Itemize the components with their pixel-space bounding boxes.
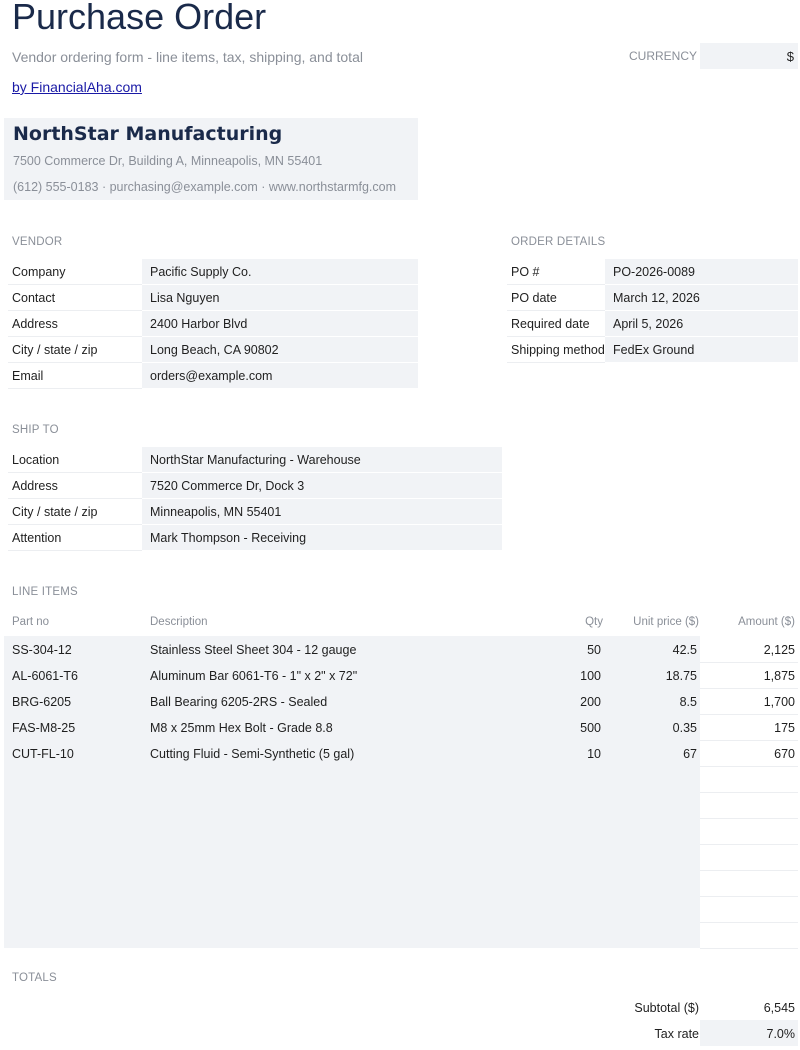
empty-row-divider [700,844,798,845]
ship_to-row-label: Attention [12,531,62,545]
vendor-row-value[interactable]: 2400 Harbor Blvd [142,311,418,336]
vendor-row-value[interactable]: Pacific Supply Co. [142,259,418,284]
column-header-unit-price: Unit price ($) [633,616,699,628]
row-divider [507,362,605,363]
vendor-row-label: Company [12,265,66,279]
line-item-amount[interactable]: 175 [774,721,795,735]
order_details-row [503,337,798,363]
order_details-row-label: Required date [511,317,590,331]
line-item-qty[interactable]: 200 [580,695,601,709]
row-divider [8,550,142,551]
vendor-row [4,363,418,389]
vendor-row-label: Address [12,317,58,331]
line-item-row[interactable] [4,663,798,689]
byline-link[interactable]: by FinancialAha.com [12,79,142,95]
order_details-row-label: PO date [511,291,557,305]
line-item-unit-price[interactable]: 0.35 [672,721,697,735]
empty-row-divider [700,896,798,897]
order_details-row-value[interactable]: FedEx Ground [605,337,798,362]
line-item-amount[interactable]: 2,125 [763,643,795,657]
line-item-amount[interactable]: 1,700 [763,695,795,709]
company-address: 7500 Commerce Dr, Building A, Minneapolis, MN 55401 [13,154,323,168]
empty-row-divider [700,922,798,923]
line-item-unit-price[interactable]: 8.5 [679,695,697,709]
ship_to-row-value[interactable]: 7520 Commerce Dr, Dock 3 [142,473,502,498]
vendor-row [4,311,418,337]
company-contact: (612) 555-0183 · purchasing@example.com · www.northstarmfg.com [13,180,396,194]
vendor-row [4,337,418,363]
order_details-row [503,285,798,311]
line-item-amount[interactable]: 1,875 [763,669,795,683]
ship_to-row-value[interactable]: Mark Thompson - Receiving [142,525,502,550]
order-details-heading: ORDER DETAILS [511,236,606,248]
line-item-row[interactable] [4,689,798,715]
line-item-description[interactable]: Stainless Steel Sheet 304 - 12 gauge [150,643,357,657]
line-item-description[interactable]: Cutting Fluid - Semi-Synthetic (5 gal) [150,747,355,761]
order_details-row [503,311,798,337]
order_details-row-label: Shipping method [511,343,605,357]
ship-to-heading: SHIP TO [12,424,59,436]
empty-row-divider [700,948,798,949]
line-item-description[interactable]: M8 x 25mm Hex Bolt - Grade 8.8 [150,721,333,735]
line-item-part-no[interactable]: SS-304-12 [12,643,72,657]
vendor-row [4,285,418,311]
vendor-row-label: Email [12,369,44,383]
line-item-unit-price[interactable]: 67 [683,747,697,761]
line-item-qty[interactable]: 50 [587,643,601,657]
line-item-unit-price[interactable]: 18.75 [665,669,697,683]
vendor-row-value[interactable]: orders@example.com [142,363,418,388]
line-items-heading: LINE ITEMS [12,586,78,598]
line-item-amount[interactable]: 670 [774,747,795,761]
vendor-row-value[interactable]: Lisa Nguyen [142,285,418,310]
line-item-qty[interactable]: 100 [580,669,601,683]
subtotal-label: Subtotal ($) [634,1001,699,1015]
vendor-row-value[interactable]: Long Beach, CA 90802 [142,337,418,362]
line-item-part-no[interactable]: FAS-M8-25 [12,721,76,735]
vendor-row-label: City / state / zip [12,343,98,357]
line-item-row[interactable] [4,715,798,741]
order_details-row-value[interactable]: PO-2026-0089 [605,259,798,284]
tax-rate-label: Tax rate [654,1027,699,1041]
empty-row-divider [700,870,798,871]
ship_to-row-value[interactable]: NorthStar Manufacturing - Warehouse [142,447,502,472]
empty-row-divider [700,818,798,819]
ship_to-row-label: City / state / zip [12,505,98,519]
order_details-row-value[interactable]: April 5, 2026 [605,311,798,336]
line-item-part-no[interactable]: BRG-6205 [12,695,72,709]
currency-field[interactable]: $ [700,43,798,69]
ship_to-row-value[interactable]: Minneapolis, MN 55401 [142,499,502,524]
row-divider [700,766,798,767]
order_details-row-value[interactable]: March 12, 2026 [605,285,798,310]
column-header-description: Description [150,616,208,628]
currency-label: CURRENCY [629,49,698,63]
column-header-qty: Qty [585,616,603,628]
empty-row-divider [700,792,798,793]
ship_to-row-label: Location [12,453,60,467]
ship_to-row [4,499,502,525]
column-header-part-no: Part no [12,616,50,628]
line-item-description[interactable]: Ball Bearing 6205-2RS - Sealed [150,695,328,709]
ship_to-row [4,447,502,473]
vendor-heading: VENDOR [12,236,63,248]
vendor-row [4,259,418,285]
line-item-part-no[interactable]: AL-6061-T6 [12,669,79,683]
line-item-row[interactable] [4,741,798,767]
tax-rate-value[interactable]: 7.0% [766,1027,795,1041]
order_details-row [503,259,798,285]
page-title: Purchase Order [12,0,267,37]
column-header-amount: Amount ($) [738,616,795,628]
line-item-qty[interactable]: 10 [587,747,601,761]
row-divider [8,388,142,389]
ship_to-row [4,525,502,551]
line-item-description[interactable]: Aluminum Bar 6061-T6 - 1" x 2" x 72" [150,669,358,683]
page-subtitle: Vendor ordering form - line items, tax, shipping, and total [12,49,363,65]
line-item-qty[interactable]: 500 [580,721,601,735]
line-item-row[interactable] [4,637,798,663]
subtotal-value: 6,545 [763,1001,795,1015]
company-name: NorthStar Manufacturing [13,123,283,145]
company-block [4,118,418,200]
vendor-row-label: Contact [12,291,56,305]
order_details-row-label: PO # [511,265,540,279]
ship_to-row [4,473,502,499]
totals-heading: TOTALS [12,972,57,984]
line-item-part-no[interactable]: CUT-FL-10 [12,747,74,761]
ship_to-row-label: Address [12,479,58,493]
line-item-unit-price[interactable]: 42.5 [672,643,697,657]
